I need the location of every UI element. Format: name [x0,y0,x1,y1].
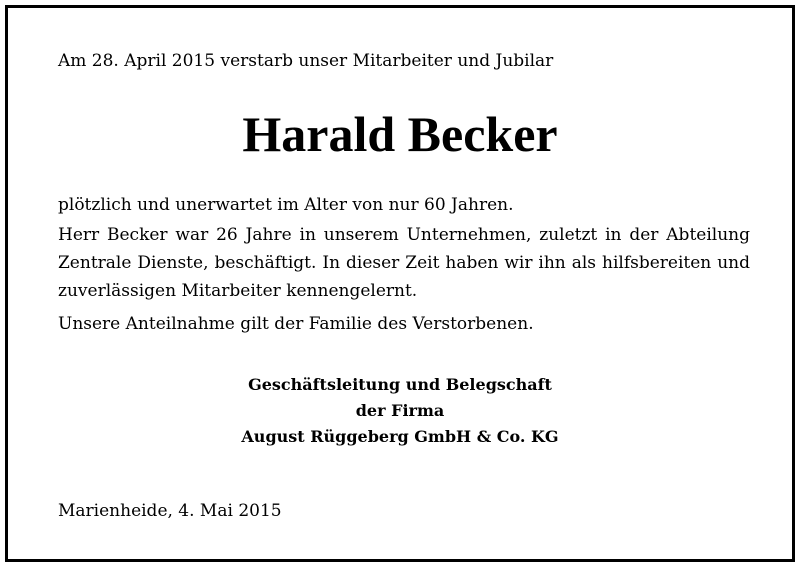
signature-block [8,372,792,450]
paragraph-age: plötzlich und unerwartet im Alter von nur 60 Jahren. [58,195,514,215]
paragraph-condolence: Unsere Anteilnahme gilt der Familie des Verstorbenen. [58,314,534,334]
paragraph-career: Herr Becker war 26 Jahre in unserem Unternehmen, zuletzt in der Abteilung Zentrale Dienste, beschäftigt. In dieser Zeit haben wir ihn als hilfsbereiten und zuverlässigen Mitarbeiter kennengelernt. [58,225,750,301]
signature-line-1: Geschäftsleitung und Belegschaft [248,375,552,394]
signature-line-2: der Firma [355,401,445,420]
notice-body [58,191,750,338]
place-and-date: Marienheide, 4. Mai 2015 [58,501,282,521]
intro-line: Am 28. April 2015 verstarb unser Mitarbeiter und Jubilar [58,51,554,71]
deceased-name: Harald Becker [242,106,558,162]
signature-line-3: August Rüggeberg GmbH & Co. KG [241,427,559,446]
obituary-notice [5,5,795,562]
